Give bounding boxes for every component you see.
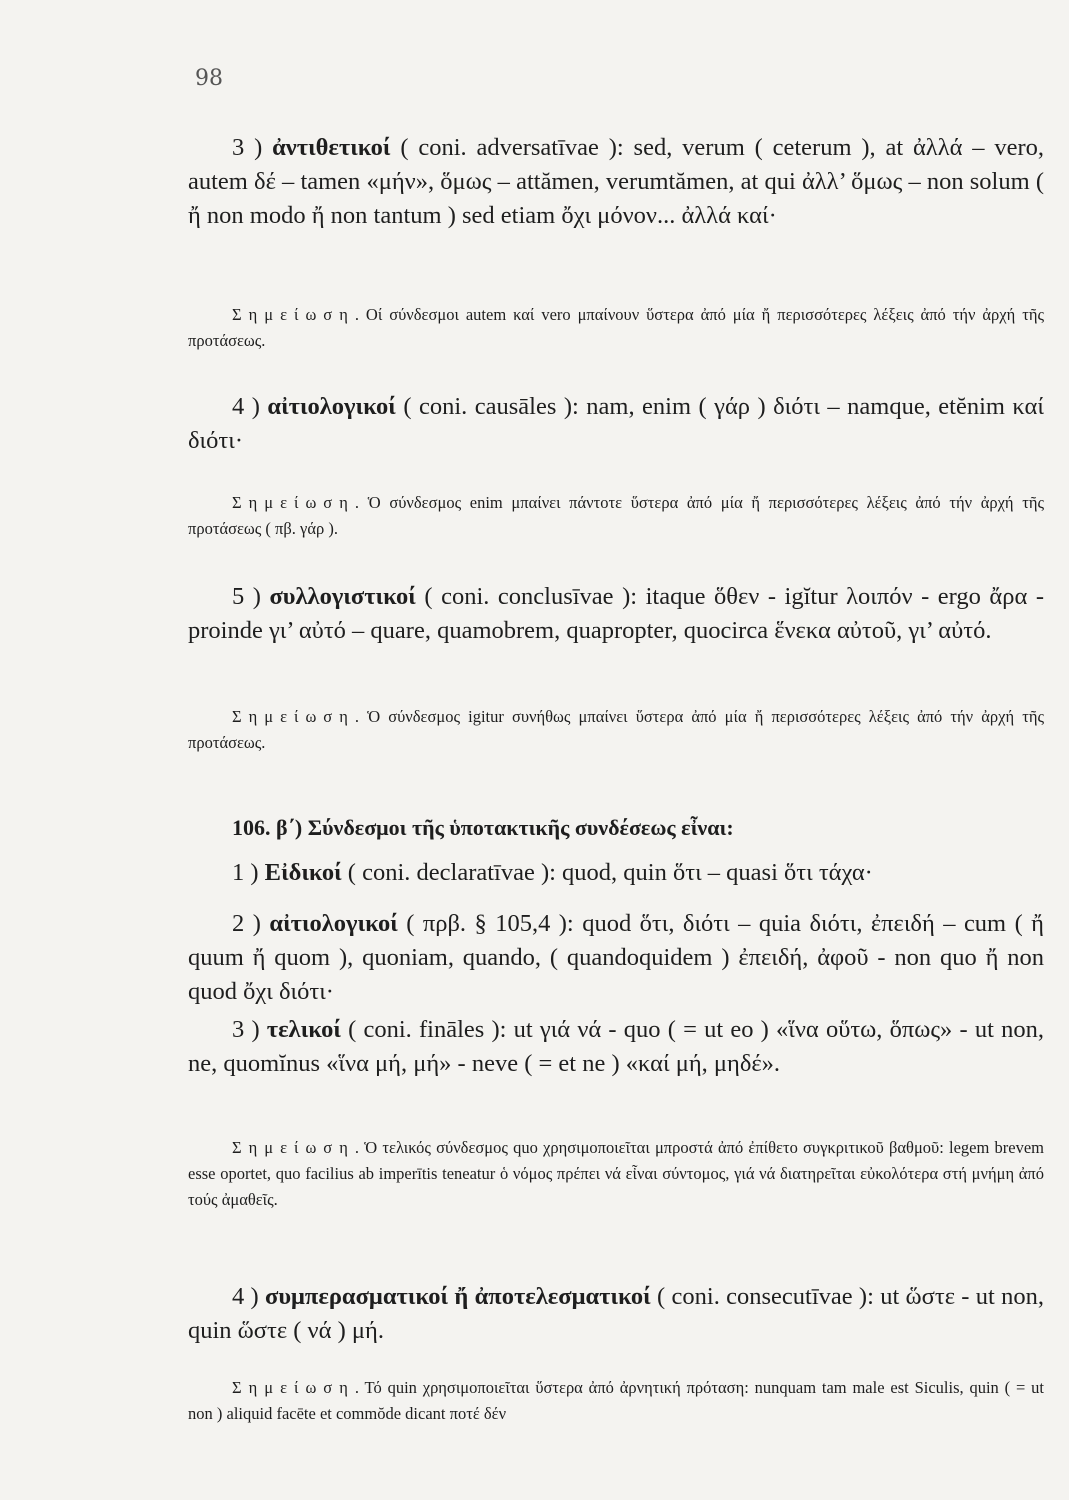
item-final: 3 ) τελικοί ( coni. fināles ): ut γιά νά - quo ( = ut eo ) «ἵνα οὕτω, ὅπως» - ut non, ne, quomĭnus «ἵνα μή, μή» - neve ( = et ne ) «καί μή, μηδέ».	[188, 1016, 1044, 1077]
note-adversative: Σημείωση. Οί σύνδεσμοι autem καί vero μπαίνουν ὕστερα ἀπό μία ἤ περισσότερες λέξεις ἀπό τήν ἀρχή τῆς προτάσεως.	[188, 305, 1044, 350]
section-conclusive: 5 ) συλλογιστικοί ( coni. conclusīvae ): itaque ὅθεν - igĭtur λοιπόν - ergo ἄρα - proinde γι’ αὐτό – quare, quamobrem, quapropter, quocirca ἕνεκα αὐτοῦ, γι’ αὐτό.	[188, 583, 1044, 644]
page-number: 98	[195, 66, 223, 91]
section-causal: 4 ) αἰτιολογικοί ( coni. causāles ): nam, enim ( γάρ ) διότι – namque, etĕnim καί διότι·	[188, 393, 1044, 454]
note-final: Σημείωση. Ὁ τελικός σύνδεσμος quo χρησιμοποιεῖται μπροστά ἀπό ἐπίθετο συγκριτικοῦ βαθμοῦ: legem brevem esse oportet, quo facilius ab imperītis teneatur ὁ νόμος πρέπει νά εἶναι σύντομος, γιά νά διατηρεῖται εὐκολότερα στή μνήμη ἀπό τούς ἀμαθεῖς.	[188, 1138, 1044, 1209]
item-causal: 2 ) αἰτιολογικοί ( πρβ. § 105,4 ): quod ὅτι, διότι – quia διότι, ἐπειδή – cum ( ἤ quum ἤ quom ), quoniam, quando, ( quandoquidem ) ἐπειδή, ἀφοῦ - non quo ἤ non quod ὄχι διότι·	[188, 910, 1044, 1005]
item-consecutive: 4 ) συμπερασματικοί ἤ ἀποτελεσματικοί ( coni. consecutīvae ): ut ὥστε - ut non, quin ὥστε ( νά ) μή.	[188, 1283, 1044, 1344]
note-causal: Σημείωση. Ὁ σύνδεσμος enim μπαίνει πάντοτε ὕστερα ἀπό μία ἤ περισσότερες λέξεις ἀπό τήν ἀρχή τῆς προτάσεως ( πβ. γάρ ).	[188, 493, 1044, 538]
section-adversative: 3 ) ἀντιθετικοί ( coni. adversatīvae ): sed, verum ( ceterum ), at ἀλλά – vero, autem δέ – tamen «μήν», ὅμως – attămen, verumtămen, at qui ἀλλ’ ὅμως – non solum ( ἤ non modo ἤ non tantum ) sed etiam ὄχι μόνον... ἀλλά καί·	[188, 134, 1044, 229]
note-consecutive: Σημείωση. Τό quin χρησιμοποιεῖται ὕστερα ἀπό ἀρνητική πρόταση: nunquam tam male est Siculis, quin ( = ut non ) aliquid facēte et commŏde dicant ποτέ δέν	[188, 1378, 1044, 1423]
item-declarative: 1 ) Εἰδικοί ( coni. declaratīvae ): quod, quin ὅτι – quasi ὅτι τάχα·	[232, 859, 873, 886]
note-conclusive: Σημείωση. Ὁ σύνδεσμος igitur συνήθως μπαίνει ὕστερα ἀπό μία ἤ περισσότερες λέξεις ἀπό τήν ἀρχή τῆς προτάσεως.	[188, 707, 1044, 752]
section-heading: 106. β΄) Σύνδεσμοι τῆς ὑποτακτικῆς συνδέσεως εἶναι:	[232, 815, 734, 840]
